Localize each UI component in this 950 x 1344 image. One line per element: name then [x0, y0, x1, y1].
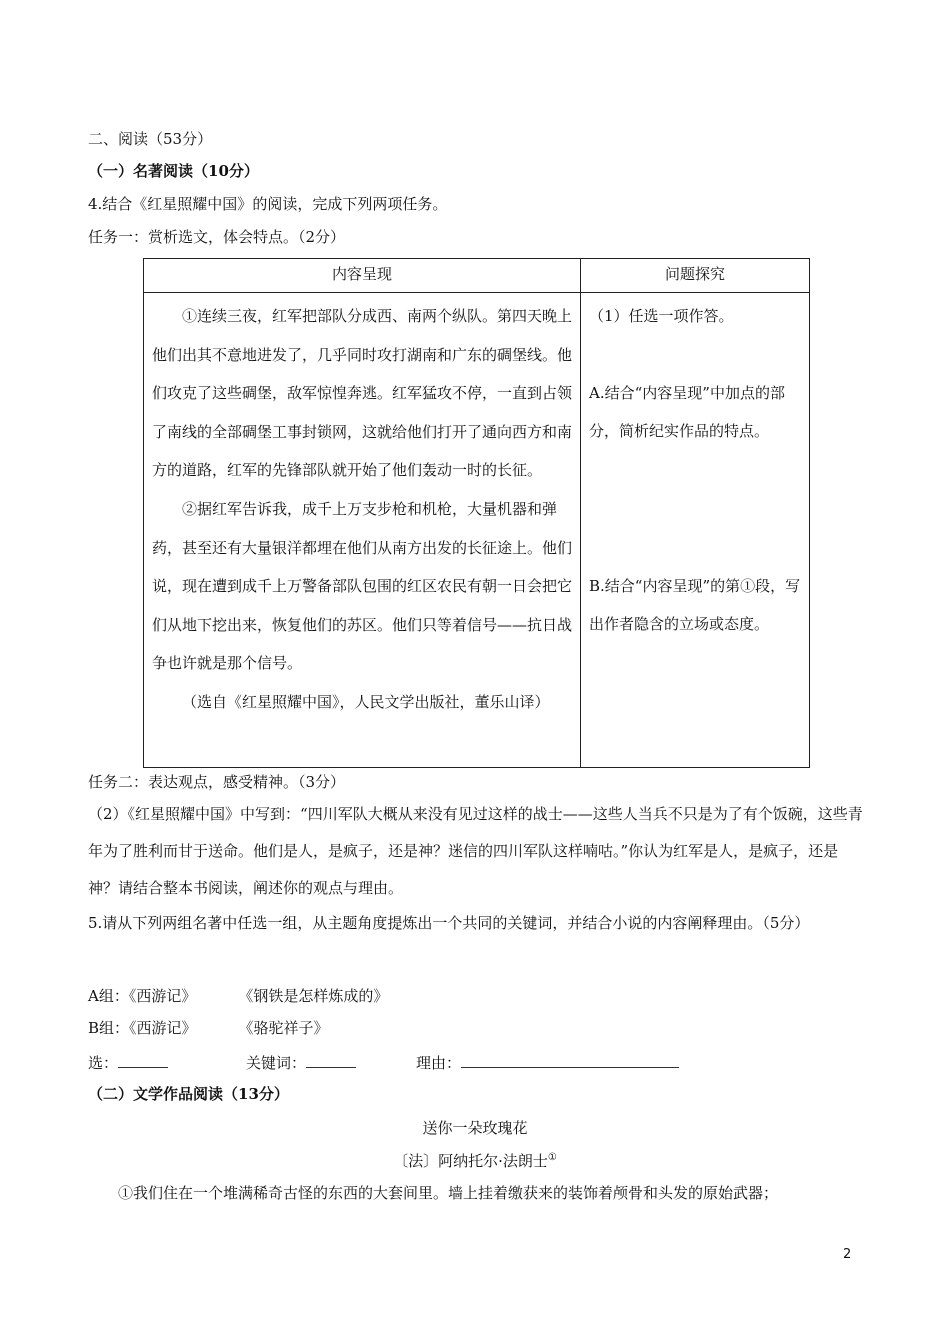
group-a-label: A组：《西游记》	[88, 987, 197, 1005]
story-title: 送你一朵玫瑰花	[422, 1119, 528, 1137]
story-author: 〔法〕阿纳托尔·法朗士	[393, 1152, 548, 1170]
excerpt-source: （选自《红星照耀中国》，人民文学出版社，董乐山译）	[182, 692, 550, 711]
question-2-text: （2）《红星照耀中国》中写到：“四川军队大概从来没有见过这样的战士——这些人当兵不只是为了有个饭碗，这些青年为了胜利而甘于送命。他们是人，是疯子，还是神？迷信的四川军队这样喃咕。”你认为红军是人，是疯子，还是神？请结合整本书阅读，阐述你的观点与理由。	[88, 805, 863, 897]
question-cell	[581, 293, 810, 768]
excerpt-paragraph-1: ①连续三夜，红军把部队分成西、南两个纵队。第四天晚上他们出其不意地进发了，几乎同时攻打湖南和广东的碉堡线。他们攻克了这些碉堡，敌军惊惶奔逃。红军猛攻不停，一直到占领了南线的全部碉堡工事封锁网，这就给他们打开了通向西方和南方的道路，红军的先锋部队就开始了他们轰动一时的长征。	[152, 307, 573, 480]
task-1-label: 任务一：赏析选文，体会特点。（2分）	[88, 228, 346, 246]
reason-blank[interactable]	[461, 1051, 679, 1068]
content-cell	[144, 293, 581, 768]
option-a-text: A.结合“内容呈现”中加点的部分，简析纪实作品的特点。	[589, 383, 785, 441]
author-footnote-mark: ①	[547, 1152, 557, 1163]
task-table	[143, 258, 810, 768]
part1-title: （一）名著阅读（10分）	[88, 162, 259, 180]
question-1-intro: （1）任选一项作答。	[589, 307, 734, 325]
keyword-blank[interactable]	[306, 1051, 356, 1068]
question-column-header: 问题探究	[581, 259, 810, 293]
group-a	[88, 986, 388, 1006]
group-a-book2: 《钢铁是怎样炼成的》	[238, 987, 389, 1005]
keyword-label: 关键词：	[246, 1054, 307, 1072]
task-2-label: 任务二：表达观点，感受精神。（3分）	[88, 773, 346, 791]
group-b-book2: 《骆驼祥子》	[238, 1019, 329, 1037]
content-column-header: 内容呈现	[144, 259, 581, 293]
group-b-label: B组：《西游记》	[88, 1019, 197, 1037]
option-b-text: B.结合“内容呈现”的第①段，写出作者隐含的立场或态度。	[589, 576, 801, 634]
choose-blank[interactable]	[118, 1051, 168, 1068]
part2-title: （二）文学作品阅读（13分）	[88, 1085, 289, 1103]
group-b	[88, 1018, 329, 1038]
story-first-line: ①我们住在一个堆满稀奇古怪的东西的大套间里。墙上挂着缴获来的装饰着颅骨和头发的原始武器；	[118, 1184, 779, 1202]
question-5-text: 5.请从下列两组名著中任选一组，从主题角度提炼出一个共同的关键词，并结合小说的内容阐释理由。（5分）	[88, 914, 810, 932]
question-4-stem: 4.结合《红星照耀中国》的阅读，完成下列两项任务。	[88, 195, 448, 213]
story-author-line	[0, 1150, 950, 1171]
reason-label: 理由：	[416, 1054, 462, 1072]
choose-label: 选：	[88, 1054, 119, 1072]
answer-line	[88, 1051, 679, 1073]
page-number: 2	[843, 1247, 852, 1262]
section-heading: 二、阅读（53分）	[88, 130, 213, 148]
excerpt-paragraph-2: ②据红军告诉我，成千上万支步枪和机枪，大量机器和弹药，甚至还有大量银洋都埋在他们从南方出发的长征途上。他们说，现在遭到成千上万警备部队包围的红区农民有朝一日会把它们从地下挖出来，恢复他们的苏区。他们只等着信号——抗日战争也许就是那个信号。	[152, 499, 573, 673]
